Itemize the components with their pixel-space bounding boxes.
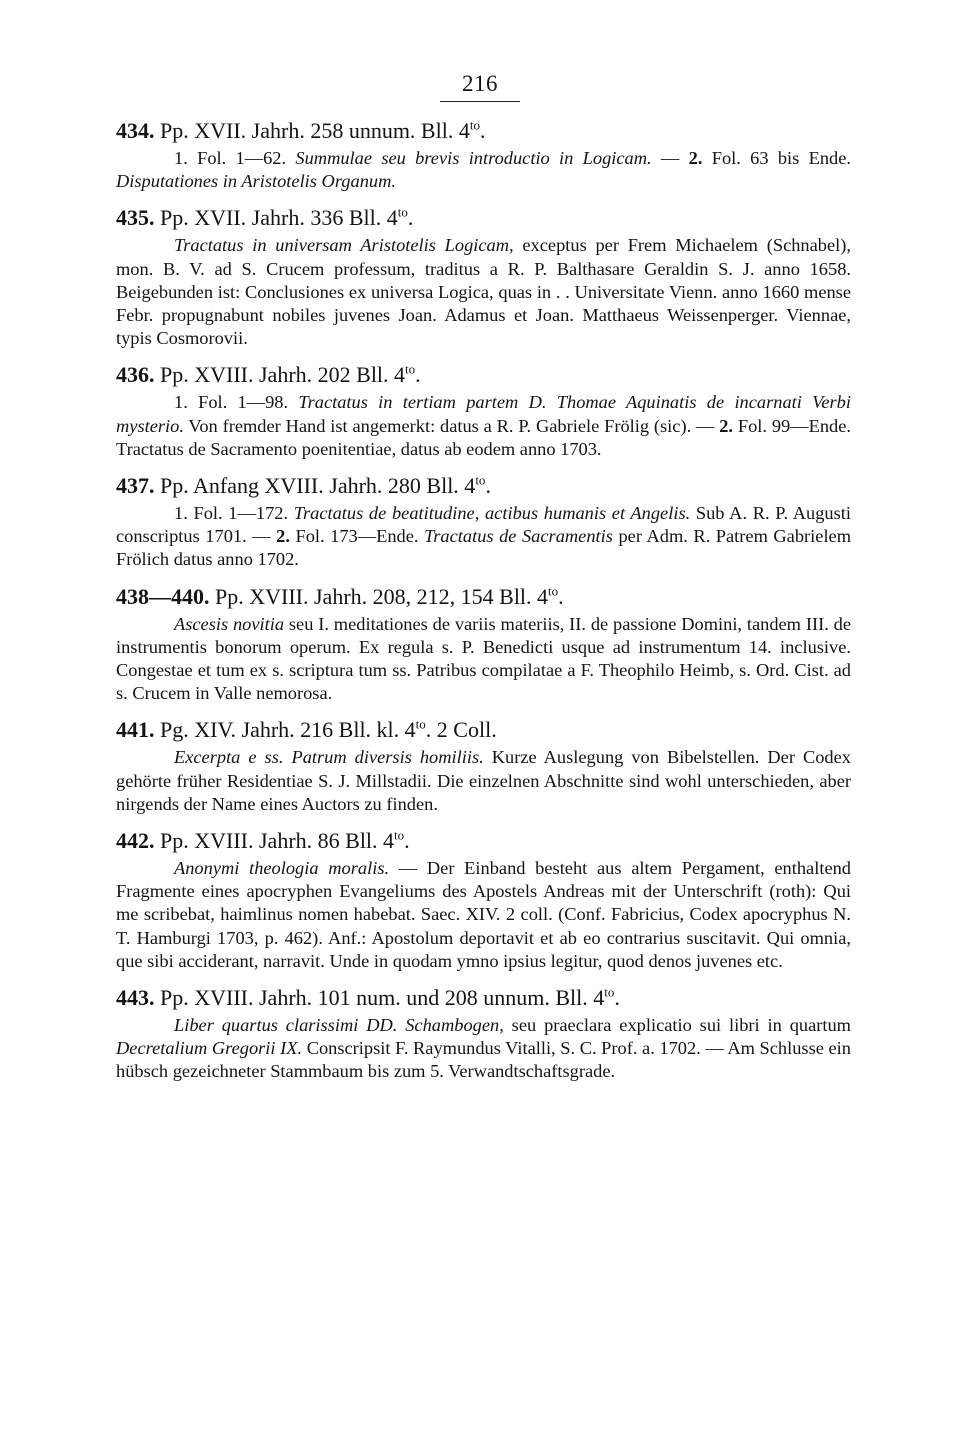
body-text: Sub A. R. P. Augusti conscriptus 1701. — [116,503,851,547]
body-text: — Der Einband besteht aus altem Pergament, enthaltend Fragmente eines apocryphen Evangeliums des Apostels Andreas mit der Unterschrift (roth): Qui me scribebat, haimlinus nomen habebat. Saec. XIV. 2 coll. (Conf. Fabricius, Codex apocryphus N. T. Hamburgi 1703, p. 462). Anf.: Apostolum deportavit et ab eo contrarius suscitavit. Qui omnia, que sibi acciderant, narravit. Unde in quodam ymno ipsius legitur, quod denos juvenes etc. [116,858,851,971]
entry-heading-end: . [485,473,491,499]
entry-number: 437. [116,473,155,499]
entry-heading-end: . [404,828,410,854]
italic-title: Tractatus in tertiam partem D. Thomae Aquinatis de incarnati Verbi mysterio. [116,392,851,436]
body-text: seu I. meditationes de variis materiis, II. de passione Domini, tandem III. de instrumentis bonorum operum. Ex regula s. P. Benedicti usque ad instrumentum 14. inclusive. Congestae et tum ex s. scriptura tum ss. Patribus compilatae a F. Theophilo Heimb, s. Ord. Cist. ad s. Crucem in Valle nemorosa. [116,613,851,704]
body-text: Fol. 63 bis Ende. [702,148,851,168]
italic-title: Summulae seu brevis introductio in Logicam. [295,148,652,168]
body-text: Fol. 99—Ende. Tractatus de Sacramento poenitentiae, datus ab eodem anno 1703. [116,415,851,459]
entry-heading [116,361,851,389]
format-superscript: to [397,205,408,221]
format-superscript: to [405,362,416,378]
entry-heading [116,117,851,145]
entry-heading [116,583,851,611]
catalog-entry [116,204,851,350]
format-superscript: to [604,984,615,1000]
entry-number: 438—440. [116,583,210,609]
catalog-entry [116,827,851,973]
entry-number: 442. [116,828,155,854]
catalog-entry [116,583,851,706]
part-number: 2. [688,148,703,168]
entry-description: Pp. XVIII. Jahrh. 208, 212, 154 Bll. 4 [209,583,549,609]
page-number: 216 [0,70,960,102]
entry-description: Pp. XVII. Jahrh. 258 unnum. Bll. 4 [154,118,470,143]
entry-heading-end: . [407,205,414,231]
format-superscript: to [415,717,426,733]
part-number: 2. [719,415,734,436]
body-text: 1. Fol. 1—172. [174,503,294,524]
italic-title: Ascesis novitia [174,613,285,634]
catalog-entries [116,117,851,1095]
entry-description: Pp. XVII. Jahrh. 336 Bll. 4 [154,205,398,231]
catalog-entry [116,716,851,816]
body-text: Von fremder Hand ist angemerkt: datus a R. P. Gabriele Frölig (sic). — [183,415,720,436]
italic-title: Tractatus de beatitudine, actibus humanis et Angelis. [293,503,691,524]
entry-body [116,857,851,973]
entry-body [116,147,851,193]
entry-description: Pp. XVIII. Jahrh. 202 Bll. 4 [154,362,406,388]
entry-heading [116,472,851,500]
entry-number: 435. [116,205,155,231]
entry-number: 434. [116,118,155,143]
entry-description: Pp. XVIII. Jahrh. 101 num. und 208 unnum. Bll. 4 [154,985,605,1011]
entry-number: 436. [116,362,155,388]
body-text: 1. Fol. 1—62. [174,148,296,168]
catalog-entry [116,117,851,193]
body-text: Kurze Auslegung von Bibelstellen. Der Codex gehörte früher Residentiae S. J. Millstadii. Die einzelnen Abschnitte sind wohl unterschieden, aber nirgends der Name eines Auctors zu finden. [116,747,851,814]
italic-title: Decretalium Gregorii IX. [116,1038,303,1059]
entry-heading [116,827,851,855]
body-text: Conscripsit F. Raymundus Vitalli, S. C. Prof. a. 1702. — Am Schlusse ein hübsch gezeichneter Stammbaum bis zum 5. Verwandtschaftsgrade. [116,1038,851,1082]
entry-heading-end: . [614,985,620,1011]
entry-body [116,234,851,350]
entry-heading [116,984,851,1012]
entry-heading [116,204,851,232]
body-text: exceptus per Frem Michaelem (Schnabel), mon. B. V. ad S. Crucem professum, traditus a R. P. Balthasare Geraldin S. J. anno 1658. Beigebunden ist: Conclusiones ex universa Logica, quas in . . Universitate Vienn. anno 1660 mense Febr. propugnabunt nobiles juvenes Joan. Adamus et Joan. Matthaeus Weissenperger. Viennae, typis Cosmorovii. [116,235,851,349]
entry-description: Pp. Anfang XVIII. Jahrh. 280 Bll. 4 [154,473,476,499]
italic-title: Anonymi theologia moralis. [174,858,390,879]
body-text: — [651,148,689,168]
entry-heading-end: . [415,362,421,388]
catalog-entry [116,361,851,461]
italic-title: Tractatus de Sacramentis [424,526,613,547]
entry-body [116,746,851,816]
entry-description: Pp. XVIII. Jahrh. 86 Bll. 4 [154,828,395,854]
entry-body [116,1014,851,1084]
body-text: Fol. 173—Ende. [289,526,425,547]
format-superscript: to [548,583,559,599]
entry-heading-end: . [558,583,564,609]
body-text: 1. Fol. 1—98. [174,392,299,413]
entry-heading-end: . 2 Coll. [425,717,497,743]
italic-title: Excerpta e ss. Patrum diversis homiliis. [174,747,484,768]
italic-title: Liber quartus clarissimi DD. Schambogen, [174,1015,504,1036]
catalog-entry [116,984,851,1084]
entry-body [116,502,851,572]
entry-heading [116,716,851,744]
entry-body [116,613,851,706]
entry-description: Pg. XIV. Jahrh. 216 Bll. kl. 4 [154,717,416,743]
body-text: per Adm. R. Patrem Gabrielem Frölich datus anno 1702. [116,526,852,570]
entry-heading-end: . [479,118,486,143]
entry-body [116,391,851,461]
entry-number: 443. [116,985,155,1011]
part-number: 2. [276,526,290,547]
body-text: seu praeclara explicatio sui libri in quartum [503,1015,851,1036]
format-superscript: to [469,117,480,133]
italic-title: Disputationes in Aristotelis Organum. [116,171,396,192]
format-superscript: to [394,827,405,843]
catalog-entry [116,472,851,572]
entry-number: 441. [116,717,155,743]
format-superscript: to [475,472,486,488]
italic-title: Tractatus in universam Aristotelis Logicam, [174,235,514,256]
